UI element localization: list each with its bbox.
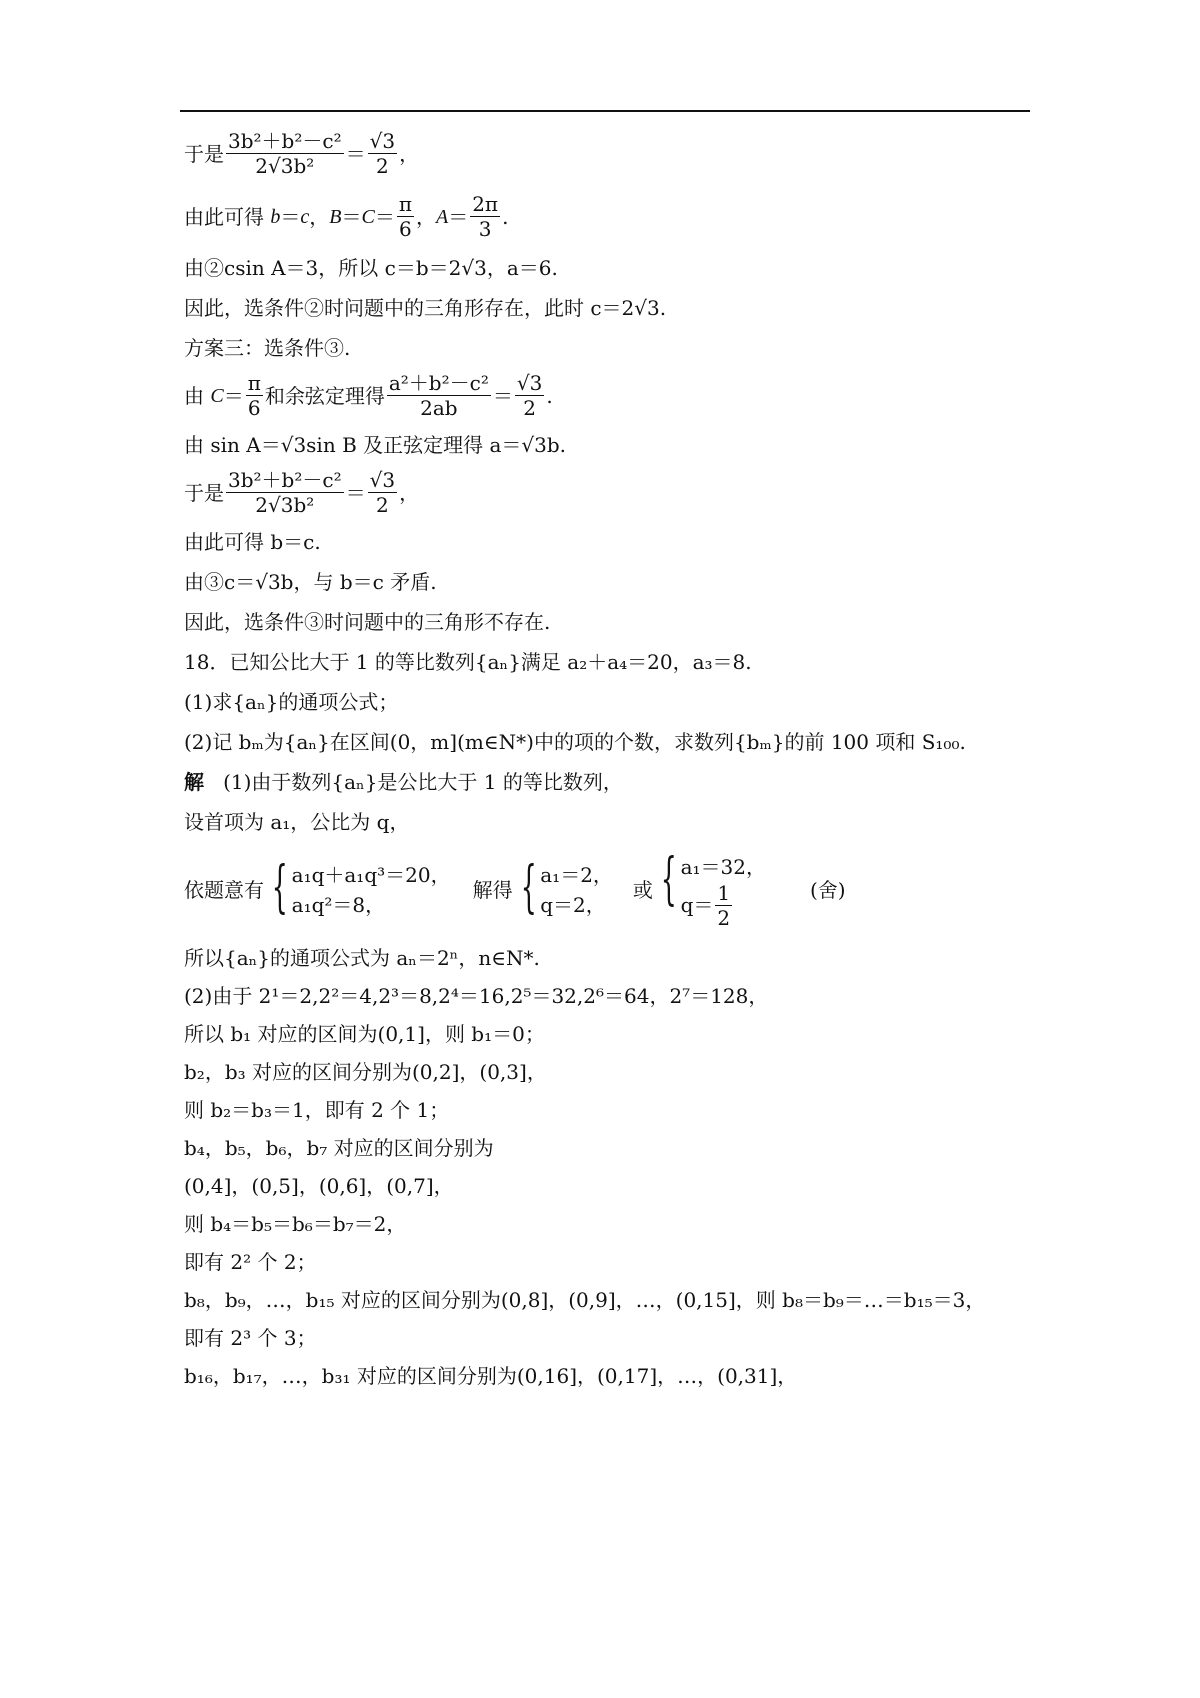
solution-label: 解 xyxy=(184,770,204,794)
text: ＝ xyxy=(448,204,469,229)
text: ， xyxy=(399,141,420,166)
text: ＝ xyxy=(280,204,301,229)
denominator: 2√3b² xyxy=(255,154,315,178)
note: (舍) xyxy=(809,878,846,902)
text-line: 由②csin A＝3，所以 c＝b＝2√3，a＝6. xyxy=(184,256,558,280)
text-line: (2)由于 2¹＝2,2²＝4,2³＝8,2⁴＝16,2⁵＝32,2⁶＝64，2⁷＝128， xyxy=(184,984,769,1008)
text: 或 xyxy=(632,878,653,902)
text-line: 所以{aₙ}的通项公式为 aₙ＝2ⁿ，n∈N*. xyxy=(184,946,540,970)
fraction xyxy=(470,193,500,240)
equation xyxy=(681,882,766,929)
text: 和余弦定理得 xyxy=(264,383,385,408)
text-line: 由此可得 b＝c. xyxy=(184,530,321,554)
text-line: b₁₆，b₁₇，…，b₃₁ 对应的区间分别为(0,16]，(0,17]，…，(0,31]， xyxy=(184,1364,798,1388)
numerator: a²＋b²－c² xyxy=(388,371,489,395)
var: A xyxy=(435,205,449,228)
denominator: 2√3b² xyxy=(255,493,315,517)
text-line: 则 b₄＝b₅＝b₆＝b₇＝2， xyxy=(184,1212,407,1236)
var: C xyxy=(361,205,375,228)
text: ＝ xyxy=(223,383,244,408)
denominator: 2 xyxy=(375,154,389,178)
brace-icon: { xyxy=(520,855,537,920)
fraction xyxy=(368,469,397,516)
text-line: (0,4]，(0,5]，(0,6]，(0,7]， xyxy=(184,1174,454,1198)
solution-system xyxy=(517,855,613,920)
numerator: π xyxy=(398,192,412,216)
equation: a₁q＋a₁q³＝20， xyxy=(291,863,451,887)
numerator: √3 xyxy=(516,371,543,395)
equation: a₁＝2， xyxy=(540,863,613,887)
text-line: (2)记 bₘ为{aₙ}在区间(0，m](m∈N*)中的项的个数，求数列{bₘ}的前 100 项和 S₁₀₀. xyxy=(184,730,966,754)
text: ＝ xyxy=(374,204,395,229)
equation-line-2 xyxy=(184,193,1024,240)
problem-statement: 18．已知公比大于 1 的等比数列{aₙ}满足 a₂＋a₄＝20，a₃＝8. xyxy=(184,650,752,674)
solution-body xyxy=(184,130,1024,1400)
equation: q＝2， xyxy=(540,893,606,917)
text: 由 xyxy=(184,383,211,408)
fraction xyxy=(246,372,263,419)
header-rule xyxy=(180,110,1030,112)
numerator: √3 xyxy=(369,129,396,153)
text-line: 则 b₂＝b₃＝1，即有 2 个 1； xyxy=(184,1098,450,1122)
solution-heading-line xyxy=(184,768,1024,796)
equals: ＝ xyxy=(345,480,366,505)
text: (1)由于数列{aₙ}是公比大于 1 的等比数列， xyxy=(204,770,623,794)
numerator: 1 xyxy=(717,880,731,905)
denominator: 6 xyxy=(247,396,261,420)
denominator: 2ab xyxy=(420,396,458,420)
text: q＝ xyxy=(680,893,714,917)
text-line: b₂，b₃ 对应的区间分别为(0,2]，(0,3]， xyxy=(184,1060,547,1084)
text: ＝ xyxy=(492,383,513,408)
fraction xyxy=(397,193,414,240)
equation-system-line xyxy=(184,846,1024,930)
text: ＝ xyxy=(341,204,362,229)
text: . xyxy=(502,204,509,229)
denominator: 2 xyxy=(523,396,536,420)
denominator: 6 xyxy=(399,217,412,241)
numerator: √3 xyxy=(369,468,396,492)
equation: a₁q²＝8， xyxy=(291,893,386,917)
var: C xyxy=(210,384,224,407)
text-line: 由 sin A＝√3sin B 及正弦定理得 a＝√3b. xyxy=(184,433,567,457)
denominator: 2 xyxy=(717,905,731,930)
equals: ＝ xyxy=(345,141,366,166)
fraction xyxy=(387,372,491,419)
text: 于是 xyxy=(184,480,224,505)
fraction xyxy=(515,372,544,419)
text: ， xyxy=(399,480,420,505)
text: 依题意有 xyxy=(184,878,264,902)
text-line: 即有 2² 个 2； xyxy=(184,1250,317,1274)
text-line: b₄，b₅，b₆，b₇ 对应的区间分别为 xyxy=(184,1136,494,1160)
text-line: 所以 b₁ 对应的区间为(0,1]，则 b₁＝0； xyxy=(184,1022,545,1046)
text: ， xyxy=(415,204,436,229)
fraction xyxy=(715,882,732,929)
brace-icon: { xyxy=(271,855,288,920)
denominator: 2 xyxy=(375,493,389,517)
text-line: 因此，选条件③时问题中的三角形不存在. xyxy=(184,610,551,634)
text: 于是 xyxy=(184,141,224,166)
text: 解得 xyxy=(472,878,513,902)
var: c xyxy=(300,205,310,228)
var: B xyxy=(329,205,342,228)
numerator: 3b²＋b²－c² xyxy=(228,129,342,153)
equation: a₁＝32， xyxy=(680,854,766,879)
text: . xyxy=(546,383,553,408)
fraction xyxy=(226,130,344,177)
fraction xyxy=(226,469,344,516)
text: 由此可得 xyxy=(184,204,271,229)
brace-icon: { xyxy=(660,846,677,912)
text-line: 由③c＝√3b，与 b＝c 矛盾. xyxy=(184,570,437,594)
text-line: b₈，b₉，…，b₁₅ 对应的区间分别为(0,8]，(0,9]，…，(0,15]，则 b₈＝b₉＝…＝b₁₅＝3， xyxy=(184,1288,986,1312)
equation-system xyxy=(268,855,451,920)
equation-line-3 xyxy=(184,372,1024,419)
var: b xyxy=(270,205,281,228)
numerator: 2π xyxy=(472,192,499,216)
text-line: 因此，选条件②时问题中的三角形存在，此时 c＝2√3. xyxy=(184,296,667,320)
solution-system xyxy=(657,846,766,930)
text: ， xyxy=(309,204,330,229)
text-line: (1)求{aₙ}的通项公式； xyxy=(184,690,399,714)
numerator: π xyxy=(247,371,261,395)
text-line: 即有 2³ 个 3； xyxy=(184,1326,317,1350)
text-line: 方案三：选条件③. xyxy=(184,336,351,360)
equation-line-4 xyxy=(184,469,1024,516)
denominator: 3 xyxy=(478,217,492,241)
fraction xyxy=(368,130,397,177)
equation-line-1 xyxy=(184,130,1024,177)
numerator: 3b²＋b²－c² xyxy=(228,468,342,492)
text-line: 设首项为 a₁，公比为 q， xyxy=(184,810,410,834)
